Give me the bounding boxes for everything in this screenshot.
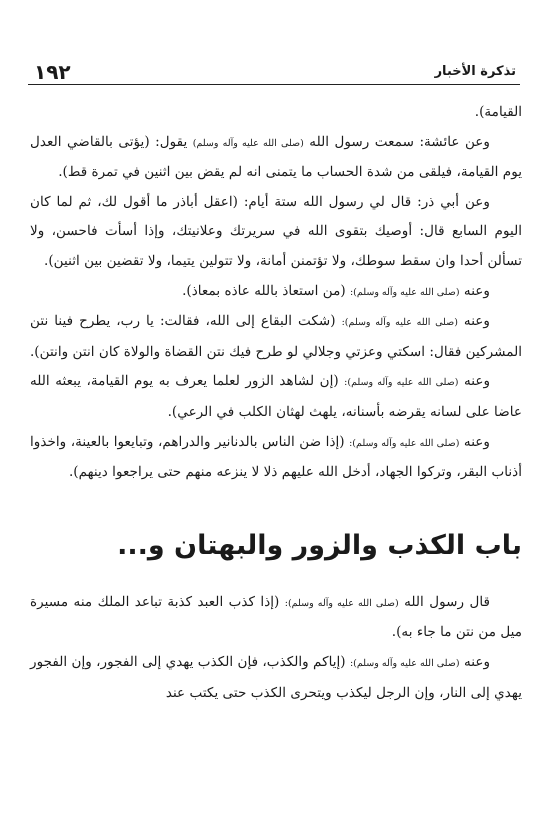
honorific: (صلى الله عليه وآله وسلم): (349, 286, 460, 298)
body-text (30, 98, 522, 708)
paragraph-4 (30, 277, 522, 308)
paragraph-5-lead: وعنه (463, 313, 490, 330)
paragraph-2-lead: وعن عائشة: سمعت رسول الله (309, 133, 490, 150)
paragraph-1: القيامة). (474, 104, 522, 120)
page-number: ١٩٢ (34, 60, 71, 84)
running-title: تذكرة الأخبار (434, 64, 516, 79)
paragraph-3: وعن أبي ذر: قال لي رسول الله ستة أيام: (اعقل أباذر ما أقول لك، ثم لما كان اليوم السابع قال: أوصيك بتقوى الله في سريرتك وعلانيتك، وإذا أسأت فاحسن، ولا تسألن أحدا وان سقط سوطك، ولا تؤتمنن أمانة، ولا تتولين يتيما، ولا تقضين بين اثنين). (30, 193, 522, 269)
paragraph-9-text: (إياكم والكذب، فإن الكذب يهدي إلى الفجور، وإن الفجور يهدي إلى النار، وإن الرجل ليكذب ويتحرى الكذب حتى يكتب عند (30, 653, 522, 701)
paragraph-9-lead: وعنه (463, 653, 491, 670)
paragraph-7-text: (إذا ضن الناس بالدنانير والدراهم، وتبايعوا بالعينة، واخذوا أذناب البقر، وتركوا الجهاد، أدخل الله عليهم ذلا لا ينزعه منهم حتى يراجعوا دينهم). (30, 433, 522, 481)
paragraph-6-lead: وعنه (463, 373, 491, 390)
paragraph-7 (30, 428, 522, 488)
paragraph-6-text: (إن لشاهد الزور لعلما يعرف به يوم القيامة، يبعثه الله عاضا على لسانه يقرضه بأسنانه، يلهث لهثان الكلب في الرعي). (30, 373, 522, 420)
paragraph-5 (30, 307, 522, 367)
paragraph-8-lead: قال رسول الله (404, 593, 490, 610)
paragraph-8-text: (إذا كذب العبد كذبة تباعد الملك منه مسيرة ميل من نتن ما جاء به). (30, 593, 522, 641)
paragraph-5-text: (شكت البقاع إلى الله، فقالت: يا رب، يطرح فينا نتن المشركين فقال: اسكتي وعزتي وجلالي لو طرح فيك نتن القضاة والولاة كان انتن وانتن). (29, 313, 522, 360)
paragraph-7-lead: وعنه (463, 433, 490, 450)
paragraph-6 (30, 367, 522, 427)
section-gap (30, 488, 522, 526)
honorific: (صلى الله عليه وآله وسلم): (349, 437, 460, 449)
paragraph-9 (30, 648, 522, 708)
honorific: (صلى الله عليه وآله وسلم): (284, 597, 399, 609)
honorific: (صلى الله عليه وآله وسلم): (341, 317, 458, 329)
honorific: (صلى الله عليه وآله وسلم): (344, 377, 459, 389)
paragraph-8 (30, 588, 522, 648)
page-header (28, 60, 520, 85)
paragraph-4-lead: وعنه (463, 282, 490, 299)
honorific: (صلى الله عليه وآله وسلم) (192, 137, 304, 149)
paragraph-2 (30, 128, 522, 188)
paragraph-2-text: يقول: (يؤتى بالقاضي العدل يوم القيامة، فيلقى من شدة الحساب ما يتمنى انه لم يقض بين اثنين في تمرة قط). (30, 133, 522, 181)
chapter-title: باب الكذب والزور والبهتان و... (117, 529, 522, 561)
paragraph-4-text: (من استعاذ بالله عاذه بمعاذ). (182, 282, 346, 299)
honorific: (صلى الله عليه وآله وسلم): (349, 657, 460, 669)
